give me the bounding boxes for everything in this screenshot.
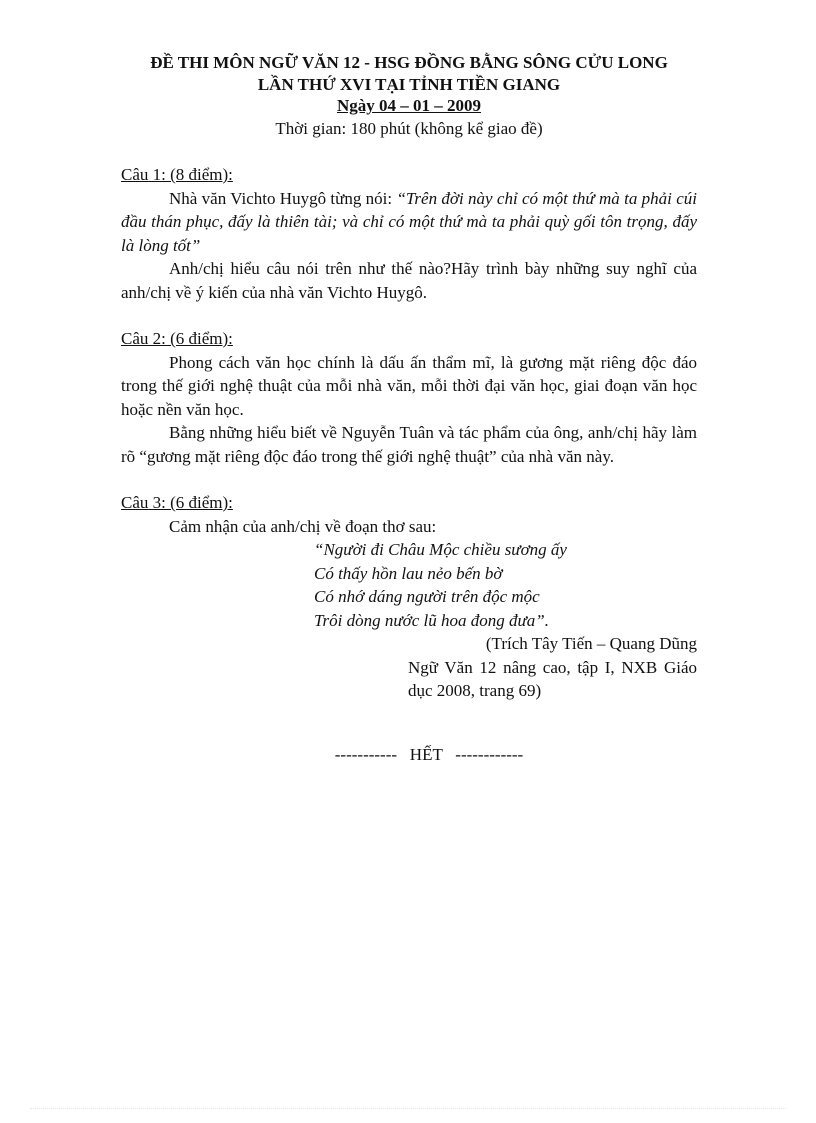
question-1-quote-paragraph: [121, 187, 697, 258]
question-1-heading: Câu 1: (8 điểm):: [121, 165, 233, 184]
poem-source-line-2: Ngữ Văn 12 nâng cao, tập I, NXB Giáo dục 2008, trang 69): [408, 657, 697, 700]
title-line-1: ĐỀ THI MÔN NGỮ VĂN 12 - HSG ĐỒNG BẰNG SÔNG CỬU LONG: [150, 53, 668, 72]
exam-date: Ngày 04 – 01 – 2009: [336, 96, 482, 115]
question-3-prompt: Cảm nhận của anh/chị về đoạn thơ sau:: [169, 516, 437, 536]
question-2-paragraph-1: Phong cách văn học chính là dấu ấn thẩm mĩ, là gương mặt riêng độc đáo trong thế giới nghệ thuật của mỗi nhà văn, mỗi thời đại văn học, giai đoạn văn học hoặc nền văn học.: [121, 352, 697, 419]
question-3: [121, 491, 697, 703]
exam-time: Thời gian: 180 phút (không kể giao đề): [275, 118, 543, 138]
poem-line: Có nhớ dáng người trên độc mộc: [314, 587, 540, 606]
title-line-2: LẦN THỨ XVI TẠI TỈNH TIỀN GIANG: [257, 74, 561, 94]
poem-line: “Người đi Châu Mộc chiều sương ấy: [314, 540, 567, 559]
question-2-paragraph-2: Bằng những hiểu biết về Nguyễn Tuân và tác phẩm của ông, anh/chị hãy làm rõ “gương mặt riêng độc đáo trong thế giới nghệ thuật” của nhà văn này.: [121, 423, 697, 466]
poem: [314, 538, 697, 632]
question-1-task: Anh/chị hiểu câu nói trên như thế nào?Hãy trình bày những suy nghĩ của anh/chị về ý kiến của nhà văn Vichto Huygô.: [121, 259, 697, 302]
question-2-heading: Câu 2: (6 điểm):: [121, 329, 233, 348]
question-3-heading: Câu 3: (6 điểm):: [121, 493, 233, 512]
exam-title: [121, 52, 697, 117]
document-content: [121, 52, 697, 766]
end-marker: ----------- HẾT ------------: [334, 744, 524, 764]
poem-line: Có thấy hồn lau nẻo bến bờ: [314, 563, 503, 583]
page-bottom-divider: [30, 1108, 786, 1109]
question-1: [121, 163, 697, 304]
poem-line: Trôi dòng nước lũ hoa đong đưa”.: [314, 610, 549, 630]
question-2: [121, 327, 697, 468]
question-1-quote: “Trên đời này chỉ có một thứ mà ta phải cúi đầu thán phục, đấy là thiên tài; và chỉ có một thứ mà ta phải quỳ gối tôn trọng, đấy là lòng tốt”: [121, 188, 697, 255]
poem-source-line-1: (Trích Tây Tiến – Quang Dũng: [485, 634, 697, 653]
question-1-intro: Nhà văn Vichto Huygô từng nói:: [169, 188, 397, 208]
